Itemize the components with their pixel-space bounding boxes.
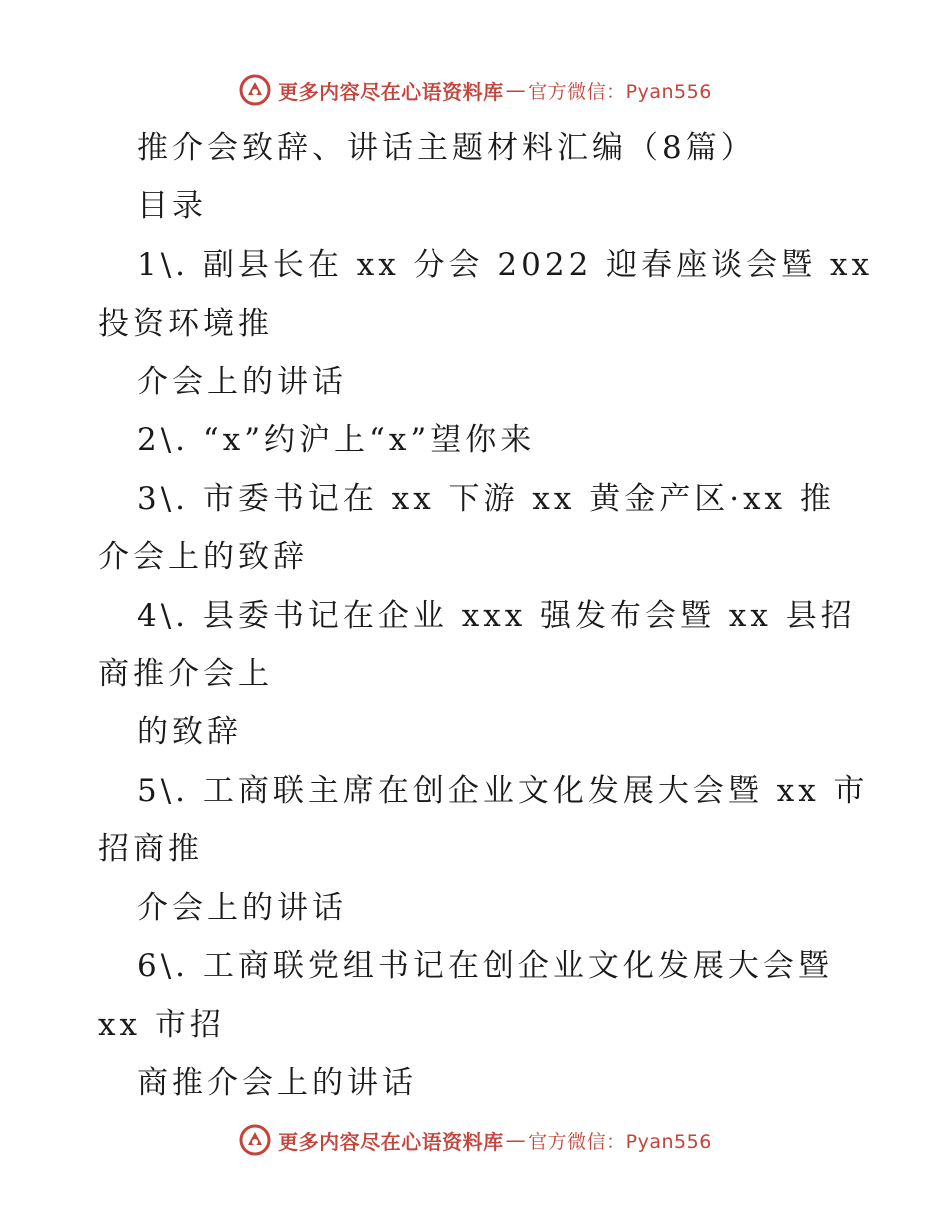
toc-item-2-line-1: 2\. “x”约沪上“x”望你来 xyxy=(137,422,536,458)
watermark-wechat-text: 官方微信：Pyan556 xyxy=(528,80,712,103)
toc-item-4-line-1: 4\. 县委书记在企业 xxx 强发布会暨 xx 县招 xyxy=(137,598,856,634)
header-watermark xyxy=(0,70,950,110)
footer-watermark xyxy=(0,1120,950,1160)
toc-item-1-line-1: 1\. 副县长在 xx 分会 2022 迎春座谈会暨 xx xyxy=(137,247,873,283)
document-title: 推介会致辞、讲话主题材料汇编（8篇） xyxy=(137,130,756,166)
toc-item-1-line-3: 介会上的讲话 xyxy=(137,364,347,400)
watermark-brand-text: 更多内容尽在心语资料库 xyxy=(278,79,504,104)
watermark-brand-text: 更多内容尽在心语资料库 xyxy=(278,1129,504,1154)
toc-item-1-line-2: 投资环境推 xyxy=(98,306,273,342)
watermark-dash: — xyxy=(505,1128,527,1152)
watermark-dash: — xyxy=(505,78,527,102)
watermark-wechat-text: 官方微信：Pyan556 xyxy=(528,1130,712,1153)
red-seal-logo-icon xyxy=(238,73,272,107)
red-seal-logo-icon xyxy=(238,1123,272,1157)
toc-item-3-line-2: 介会上的致辞 xyxy=(98,539,308,575)
toc-item-5-line-2: 招商推 xyxy=(98,831,203,867)
toc-item-4-line-2: 商推介会上 xyxy=(98,656,273,692)
toc-item-6-line-3: 商推介会上的讲话 xyxy=(137,1065,417,1101)
toc-item-4-line-3: 的致辞 xyxy=(137,714,242,750)
toc-item-5-line-1: 5\. 工商联主席在创企业文化发展大会暨 xx 市 xyxy=(137,773,869,809)
toc-item-3-line-1: 3\. 市委书记在 xx 下游 xx 黄金产区·xx 推 xyxy=(137,481,835,517)
toc-item-5-line-3: 介会上的讲话 xyxy=(137,890,347,926)
toc-heading: 目录 xyxy=(137,188,207,224)
toc-item-6-line-2: xx 市招 xyxy=(98,1007,225,1043)
toc-item-6-line-1: 6\. 工商联党组书记在创企业文化发展大会暨 xyxy=(137,948,833,984)
